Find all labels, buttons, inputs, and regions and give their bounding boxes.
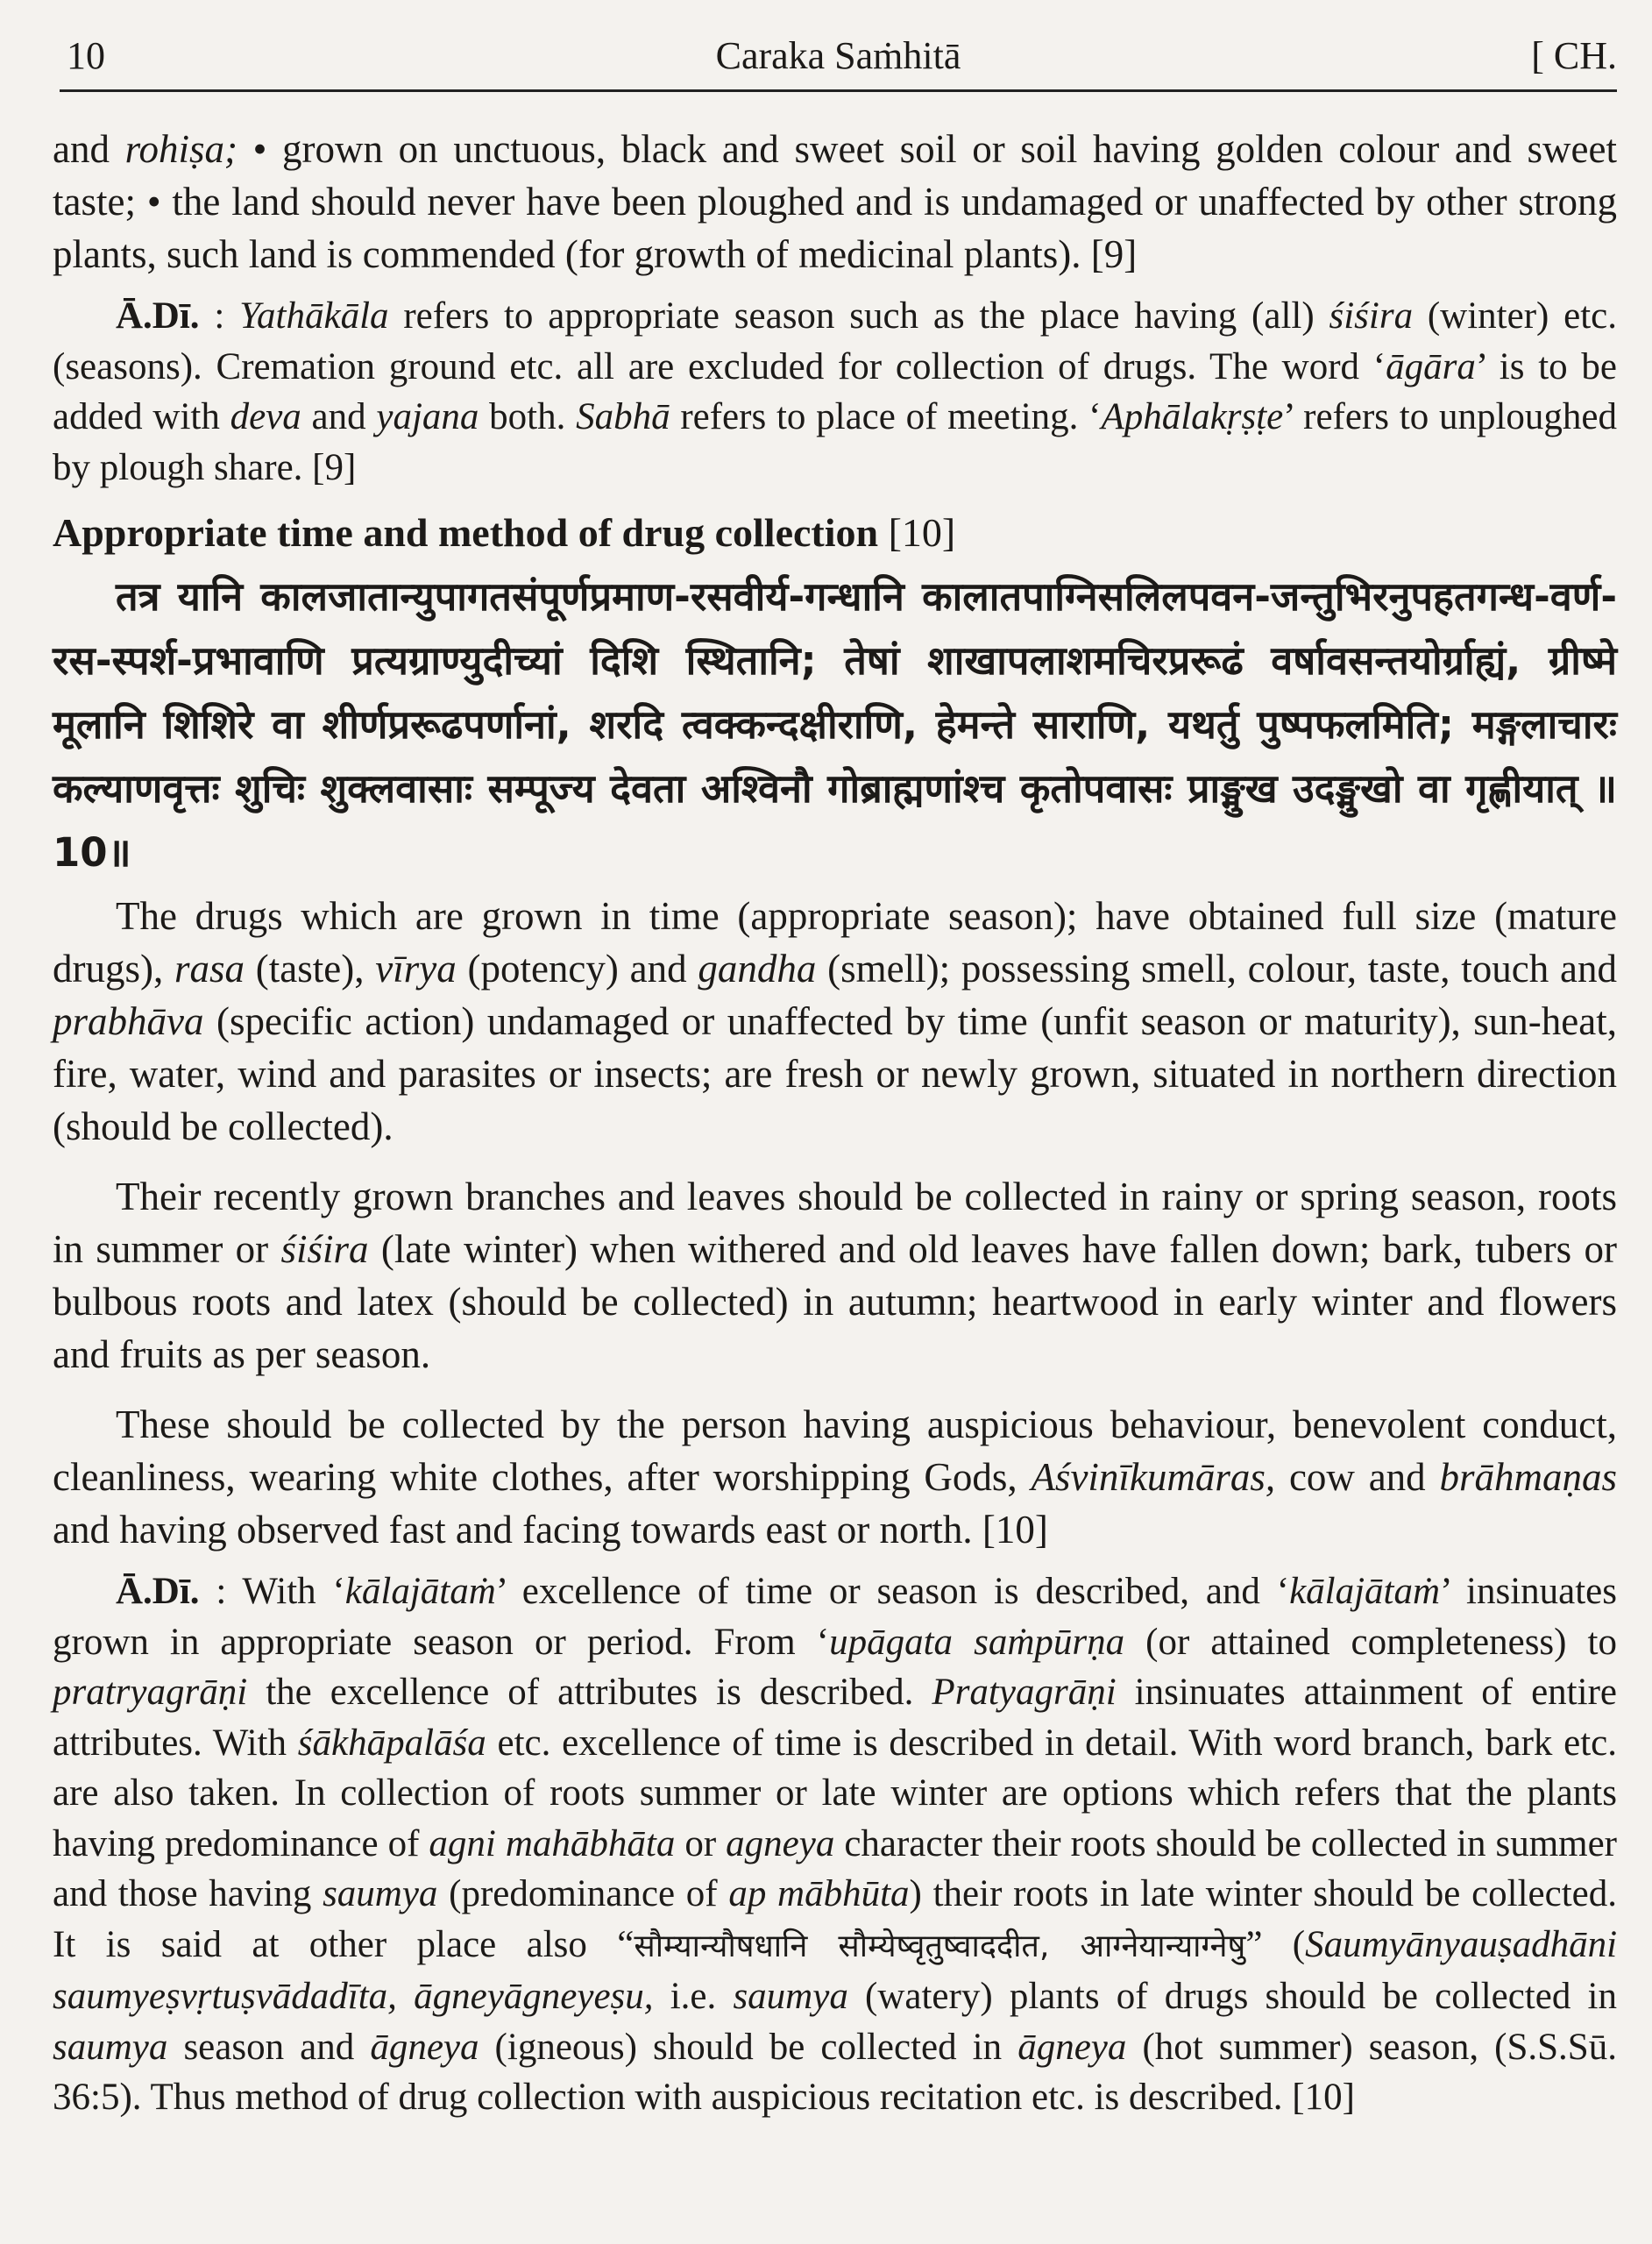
text-run: and having observed fast and facing towards east or north. [10] [53,1508,1048,1552]
text-run: ’ insinuates grown in appropriate season or period. From ‘ [53,1571,1617,1663]
sanskrit-term: āgneya [370,2026,479,2068]
translation-paragraph-1 [53,890,1617,1153]
text-run: (igneous) should be collected in [479,2026,1018,2068]
book-title: Caraka Saṁhitā [715,34,961,77]
sanskrit-term: kālajātaṁ [344,1571,496,1612]
page-body [53,123,1617,2123]
sanskrit-term: Sabhā [576,396,670,437]
text-run: : [199,295,240,337]
text-run: (late winter) when withered and old leaves have fallen down; bark, tubers or bulbous roots and latex (should be collected) in autumn; heartwood in early winter and flowers and fruits as per season. [53,1227,1617,1376]
sanskrit-term: agneya [726,1822,835,1864]
text-run: (smell); possessing smell, colour, taste, touch and [816,947,1617,991]
sanskrit-term: deva [230,396,301,437]
translation-paragraph-2 [53,1170,1617,1381]
sanskrit-term: brāhmaṇas [1439,1455,1617,1499]
commentary-verse-10 [53,1566,1617,2123]
text-run: (specific action) undamaged or unaffected by time (unfit season or maturity), sun-heat, fire, water, wind and parasites or insects; are fresh or newly grown, situated in northern direction (should be collected). [53,999,1617,1148]
commentary-label: Ā.Dī. [116,1571,200,1612]
sanskrit-term: yajana [376,396,479,437]
sanskrit-term: Yathākāla [239,295,389,337]
text-run: character their roots should be collected in summer and those having [53,1822,1618,1914]
sanskrit-term: rohiṣa; [124,127,238,171]
section-heading [53,507,1617,559]
section-heading-text: Appropriate time and method of drug collection [53,510,879,555]
running-head [60,26,1617,92]
text-run: (hot summer) season, (S.S.Sū. 36:5). Thus method of drug collection with auspicious recitation etc. is described. [10] [53,2026,1617,2118]
text-run: (winter) etc. (seasons). Cremation ground etc. all are excluded for collection of drugs. The word ‘ [53,295,1618,387]
sanskrit-term: Saumyānyauṣadhāni saumyeṣvṛtuṣvādadīta, āgneyāgneyeṣu, [53,1923,1618,2017]
text-run: or [675,1822,727,1864]
sanskrit-term: Aśvinīkumāras, [1031,1455,1276,1499]
text-run: (predominance of [437,1873,729,1914]
commentary-label: Ā.Dī. [116,295,200,337]
sanskrit-term: saumya [53,2026,168,2068]
sanskrit-quote: सौम्यान्यौषधानि सौम्येष्वृतुष्वाददीत, आग्नेयान्याग्नेषु [634,1928,1246,1964]
text-run: refers to appropriate season such as the place having (all) [388,295,1329,337]
text-run: ) their roots in late winter should be collected. It is said at other place also “ [53,1873,1618,1965]
verse-reference: [10] [888,510,956,555]
sanskrit-term: saumya [733,1976,848,2017]
text-run: and [53,127,125,171]
sanskrit-term: rasa [174,947,245,991]
chapter-marker: [ CH. [1531,34,1617,77]
page-number: 10 [67,34,105,77]
text-run: etc. excellence of time is described in detail. With word branch, bark etc. are also taken. In collection of roots summer or late winter are options which refers that the plants having predominance of [53,1722,1618,1864]
text-run: and [301,396,377,437]
sanskrit-verse: तत्र यानि कालजातान्युपागतसंपूर्णप्रमाण-रसवीर्य-गन्धानि कालातपाग्निसलिलपवन-जन्तुभिरनुपहतगन्ध-वर्ण-रस-स्पर्श-प्रभावाणि प्रत्यग्राण्युदीच्यां दिशि स्थितानि; तेषां शाखापलाशमचिरप्ररूढं वर्षावसन्तयोर्ग्राह्यं, ग्रीष्मे मूलानि शिशिरे वा शीर्णप्ररूढपर्णानां, शरदि त्वक्कन्दक्षीराणि, हेमन्ते साराणि, यथर्तु पुष्पफलमिति; मङ्गलाचारः कल्याणवृत्तः शुचिः शुक्लवासाः सम्पूज्य देवता अश्विनौ गोब्राह्मणांश्च कृतोपवासः प्राङ्मुख उदङ्मुखो वा गृह्णीयात् ॥10॥ [53,573,1617,876]
sanskrit-term: saumya [323,1873,438,1914]
sanskrit-term: prabhāva [53,999,204,1043]
sanskrit-term: Aphālakṛṣṭe [1101,396,1284,437]
text-run: both. [479,396,577,437]
sanskrit-term: Pratyagrāṇi [932,1672,1117,1713]
text-run: (potency) and [456,947,698,991]
text-run: The drugs which are grown in time (appropriate season); have obtained full size (mature drugs), [53,894,1617,991]
paragraph-verse-9-end [53,123,1617,280]
commentary-verse-9 [53,291,1617,493]
text-run: the excellence of attributes is described. [247,1672,932,1713]
sanskrit-term: kālajātaṁ [1289,1571,1441,1612]
text-run: ’ excellence of time or season is described, and ‘ [495,1571,1290,1612]
sanskrit-term: āgneya [1017,2026,1127,2068]
sanskrit-term: vīrya [375,947,457,991]
text-run: (taste), [245,947,376,991]
sanskrit-term: āgāra [1386,345,1476,387]
sanskrit-term: ap mābhūta [728,1873,910,1914]
text-run: Their recently grown branches and leaves should be collected in rainy or spring season, roots in summer or [53,1175,1617,1271]
sanskrit-term: upāgata saṁpūrṇa [829,1621,1125,1663]
text-run: (watery) plants of drugs should be collected in [847,1976,1617,2017]
translation-paragraph-3 [53,1398,1617,1556]
sanskrit-term: agni mahābhāta [429,1822,676,1864]
sanskrit-term: śiśira [280,1227,369,1271]
sanskrit-term: śākhāpalāśa [297,1722,486,1764]
sanskrit-term: pratryagrāṇi [53,1672,248,1713]
text-run: insinuates attainment of entire attributes. With [53,1672,1617,1764]
text-run: ” ( [1245,1923,1306,1965]
sanskrit-term: gandha [698,947,817,991]
text-run: i.e. [653,1976,734,2017]
text-run: : With ‘ [199,1571,345,1612]
text-run: (or attained completeness) to [1124,1621,1617,1663]
text-run: ’ is to be added with [53,345,1618,437]
sanskrit-term: śiśira [1329,295,1414,337]
text-run: ’ refers to unploughed by plough share. [9] [53,396,1617,488]
text-run: refers to place of meeting. ‘ [670,396,1102,437]
text-run: • grown on unctuous, black and sweet soil or soil having golden colour and sweet taste; • the land should never have been ploughed and is undamaged or unaffected by other strong plants, such land is commended (for growth of medicinal plants). [9] [53,127,1618,276]
text-run: season and [167,2026,371,2068]
text-run: cow and [1275,1455,1440,1499]
text-run: These should be collected by the person having auspicious behaviour, benevolent conduct, cleanliness, wearing white clothes, after worshipping Gods, [53,1402,1617,1499]
